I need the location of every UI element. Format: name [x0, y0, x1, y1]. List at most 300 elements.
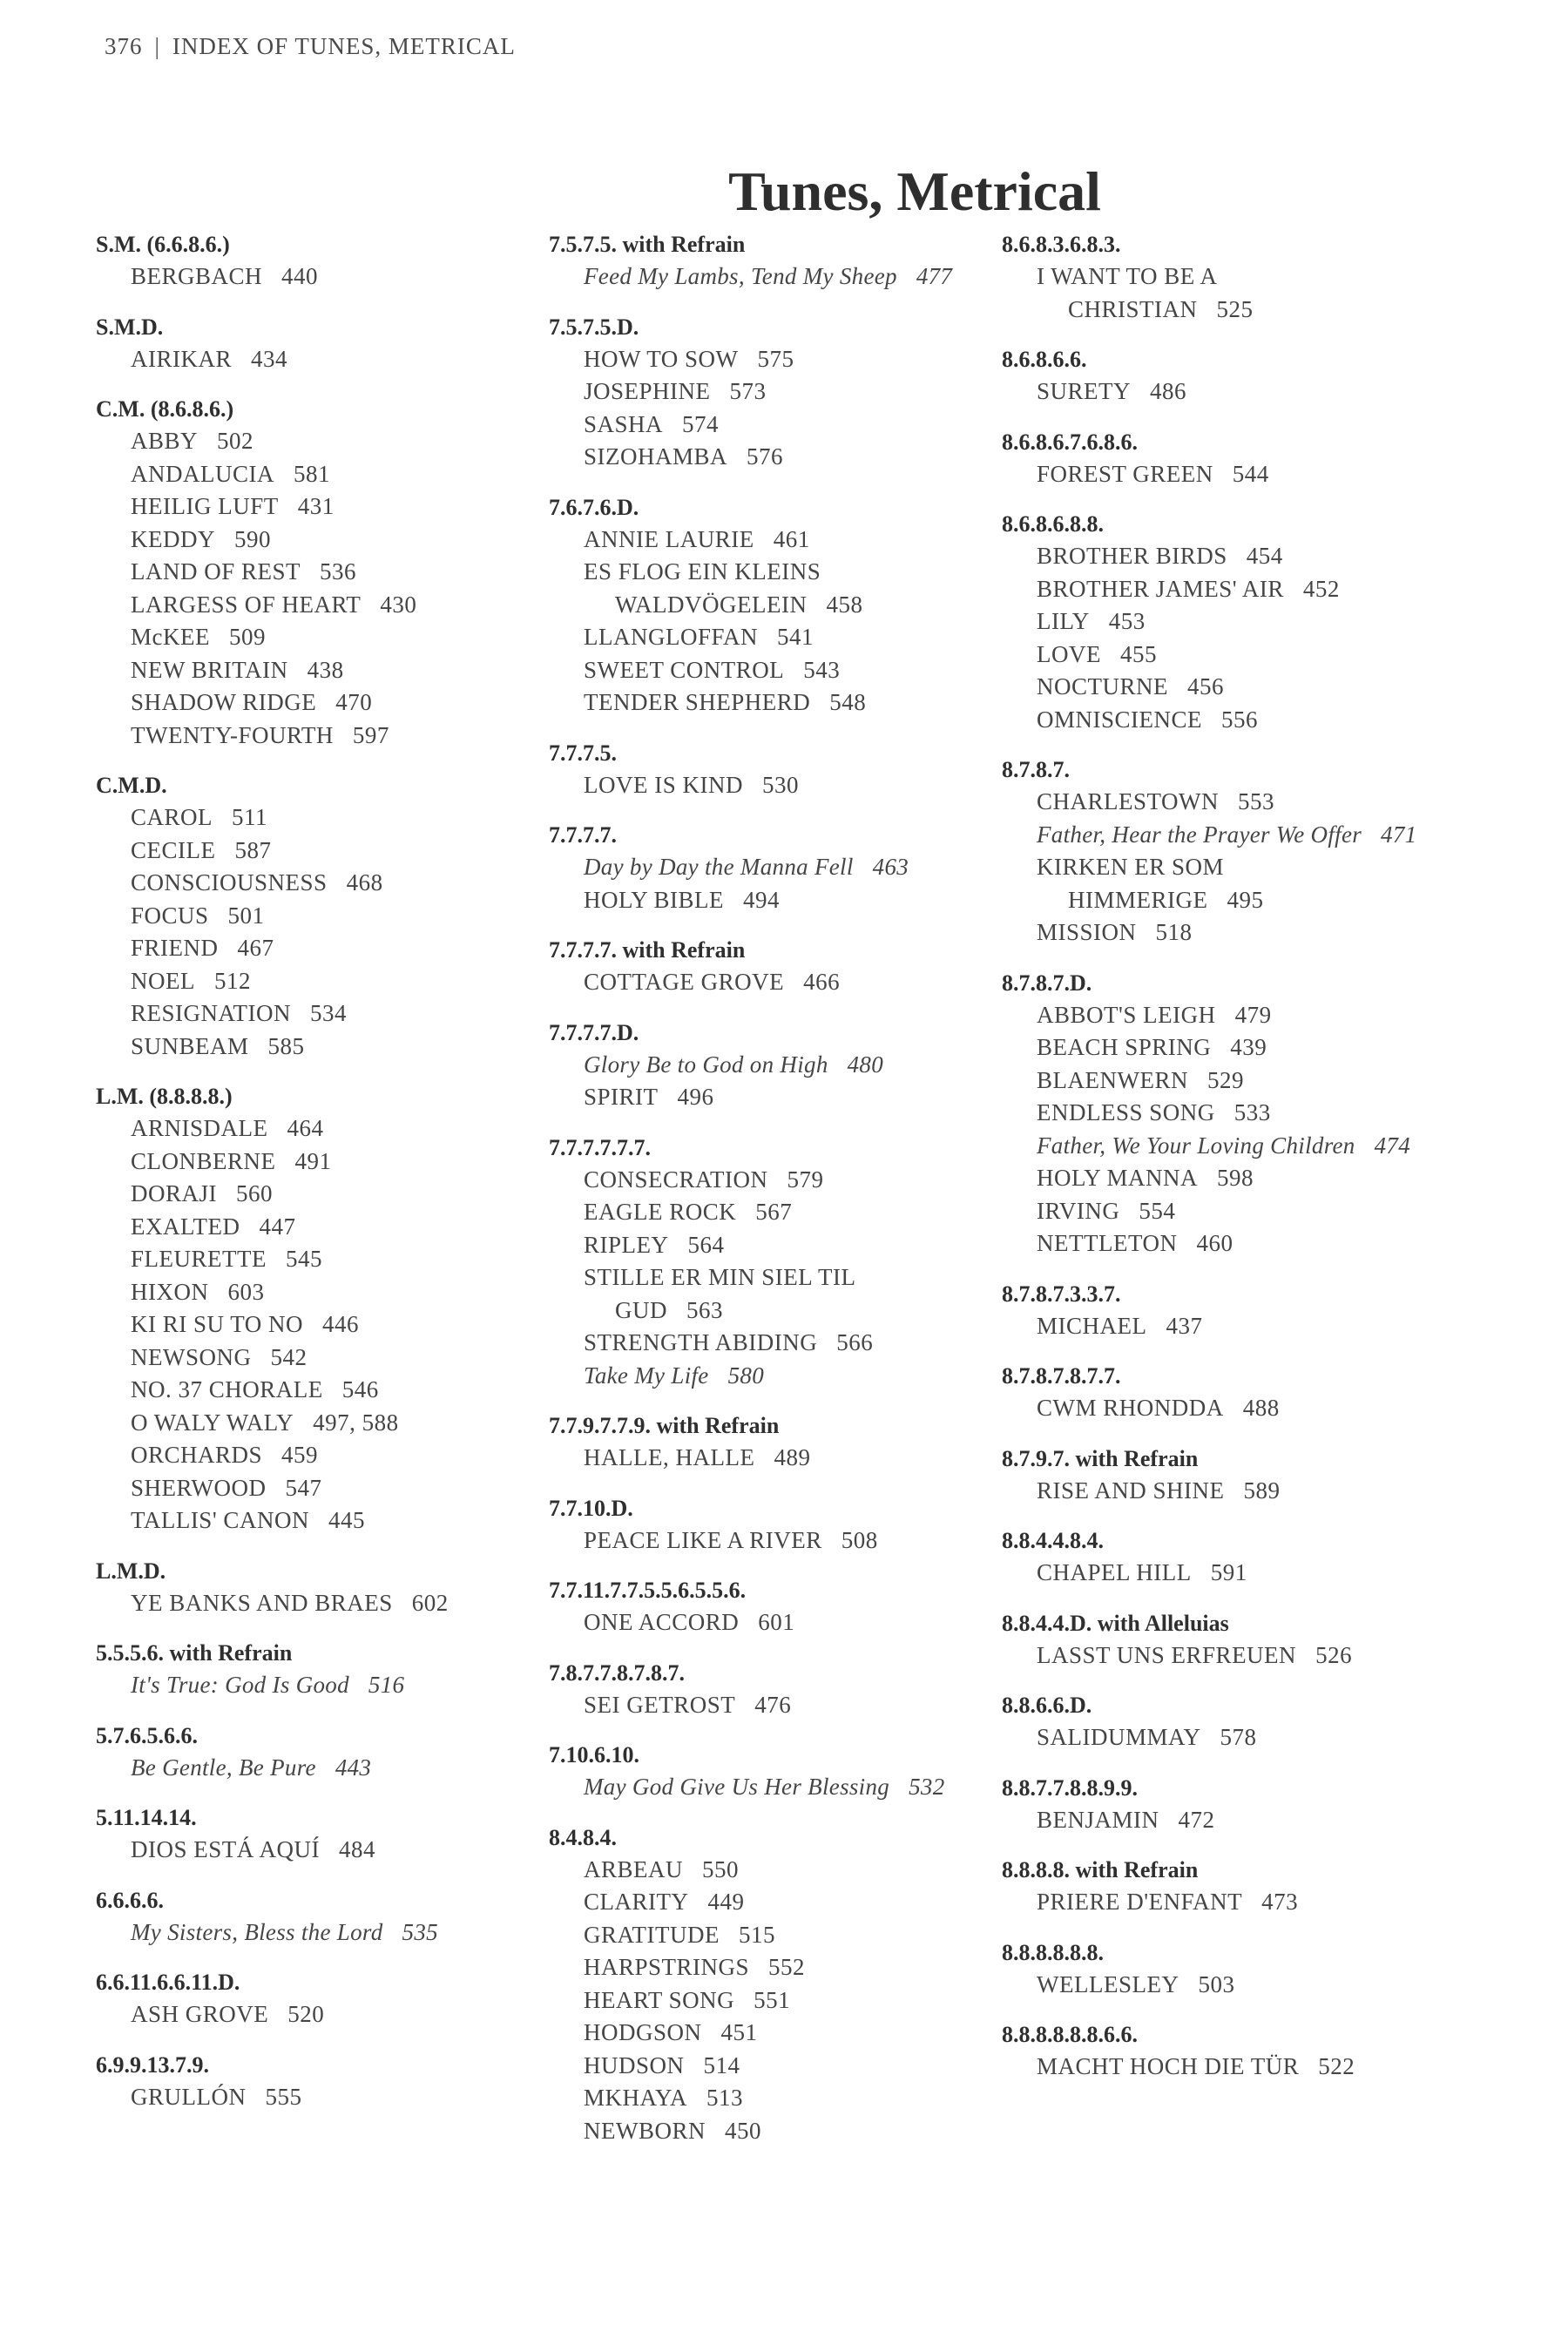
hymn-number: 486 [1150, 378, 1187, 404]
entry-name: WELLESLEY [1037, 1970, 1179, 1997]
meter-heading: 7.7.7.7.D. [549, 1019, 639, 1045]
entry-name: DORAJI [131, 1180, 218, 1206]
tune-entry [549, 1327, 1002, 1360]
meter-heading: L.M. (8.8.8.8.) [96, 1084, 233, 1109]
tune-entry [1002, 639, 1455, 672]
index-column-1 [96, 228, 549, 2131]
hymn-number: 454 [1246, 543, 1283, 569]
entry-name: SHADOW RIDGE [131, 689, 317, 715]
entry-name: ENDLESS SONG [1037, 1099, 1215, 1125]
hymn-number: 515 [738, 1921, 775, 1948]
entry-name: LAND OF REST [131, 558, 301, 585]
tune-entry [549, 409, 1002, 442]
hymn-number: 536 [320, 558, 357, 585]
text-title-entry [1002, 1130, 1455, 1163]
text-title-entry [549, 1360, 1002, 1393]
meter-heading: 8.8.8.8.8.8. [1002, 1939, 1104, 1965]
meter-group [1002, 967, 1455, 1260]
meter-group [1002, 1772, 1455, 1837]
tune-entry [96, 835, 549, 868]
entry-name: SALIDUMMAY [1037, 1724, 1201, 1750]
entry-name: KI RI SU TO NO [131, 1311, 304, 1337]
hymn-number: 544 [1232, 460, 1269, 487]
entry-name: NOEL [131, 967, 195, 994]
entry-name: Glory Be to God on High [584, 1051, 828, 1078]
entry-name: BEACH SPRING [1037, 1034, 1212, 1060]
entry-name: KEDDY [131, 525, 215, 552]
tune-entry [96, 1407, 549, 1440]
meter-group [549, 1017, 1002, 1114]
entry-name-continuation: HIMMERIGE [1068, 886, 1208, 913]
hymn-number: 530 [761, 771, 799, 798]
meter-group [96, 1720, 549, 1785]
tune-entry [96, 1834, 549, 1867]
entry-name: JOSEPHINE [584, 378, 711, 404]
tune-entry [96, 2081, 549, 2114]
tune-entry [549, 621, 1002, 654]
tune-entry [96, 1504, 549, 1538]
hymn-number: 535 [402, 1918, 438, 1945]
hymn-number: 526 [1315, 1641, 1353, 1668]
hymn-number: 430 [380, 591, 417, 618]
hymn-number: 477 [916, 263, 953, 289]
meter-group [1002, 343, 1455, 409]
hymn-number: 474 [1374, 1132, 1410, 1159]
entry-name: CWM RHONDDA [1037, 1395, 1224, 1421]
meter-heading: 7.5.7.5.D. [549, 314, 639, 340]
entry-name: CECILE [131, 836, 216, 863]
entry-name: RISE AND SHINE [1037, 1477, 1225, 1504]
tune-entry [549, 524, 1002, 557]
meter-group [96, 1801, 549, 1867]
tune-entry [96, 997, 549, 1031]
entry-name: RESIGNATION [131, 1000, 291, 1026]
hymn-number: 597 [352, 721, 389, 748]
tune-entry [96, 1998, 549, 2031]
hymn-number: 602 [411, 1589, 449, 1616]
hymn-number: 545 [285, 1246, 322, 1272]
entry-name: SWEET CONTROL [584, 656, 785, 683]
meter-heading: 5.5.5.6. with Refrain [96, 1640, 293, 1666]
entry-name: HOLY BIBLE [584, 886, 725, 913]
hymn-number: 518 [1155, 919, 1193, 945]
meter-group [549, 491, 1002, 720]
page-number: 376 [105, 33, 143, 59]
entry-name: It's True: God Is Good [131, 1672, 349, 1698]
entry-name: LLANGLOFFAN [584, 624, 758, 650]
meter-group [96, 1637, 549, 1702]
text-title-entry [549, 851, 1002, 884]
hymn-number: 455 [1119, 640, 1157, 667]
entry-name: NEW BRITAIN [131, 656, 288, 683]
meter-heading: 6.6.11.6.6.11.D. [96, 1970, 240, 1995]
tune-entry [549, 2050, 1002, 2083]
text-title-entry [549, 260, 1002, 294]
hymn-number: 431 [297, 493, 335, 519]
meter-heading: 7.7.7.7. [549, 822, 617, 848]
hymn-number: 437 [1166, 1312, 1203, 1339]
text-title-entry [1002, 819, 1455, 852]
entry-name: ANDALUCIA [131, 460, 274, 487]
meter-group [96, 228, 549, 294]
hymn-number: 489 [774, 1444, 811, 1470]
tune-entry [1002, 260, 1455, 326]
entry-name: My Sisters, Bless the Lord [131, 1918, 383, 1945]
entry-name: STRENGTH ABIDING [584, 1329, 818, 1355]
entry-name: CLARITY [584, 1889, 689, 1915]
hymn-number: 456 [1187, 673, 1224, 700]
meter-heading: 8.8.7.7.8.8.9.9. [1002, 1774, 1138, 1801]
tune-entry [549, 556, 1002, 621]
entry-name: HOW TO SOW [584, 345, 739, 372]
tune-entry [549, 1984, 1002, 2017]
tune-entry [96, 1587, 549, 1620]
meter-group [549, 311, 1002, 474]
entry-name: BERGBACH [131, 263, 263, 289]
meter-group [549, 934, 1002, 999]
meter-heading: 8.6.8.6.7.6.8.6. [1002, 429, 1138, 455]
entry-name: BROTHER BIRDS [1037, 543, 1227, 569]
meter-heading: 7.7.7.5. [549, 740, 617, 766]
entry-name: SEI GETROST [584, 1691, 736, 1718]
hymn-number: 563 [686, 1296, 723, 1323]
entry-name: PRIERE D'ENFANT [1037, 1889, 1243, 1915]
hymn-number: 541 [777, 624, 814, 650]
entry-name: ARNISDALE [131, 1115, 268, 1141]
meter-group [549, 1492, 1002, 1558]
meter-heading: 8.7.9.7. with Refrain [1002, 1445, 1199, 1471]
hymn-number: 598 [1217, 1165, 1254, 1191]
entry-name: PEACE LIKE A RIVER [584, 1526, 822, 1553]
entry-name: I WANT TO BE A [1037, 263, 1218, 289]
entry-name-continuation: CHRISTIAN [1068, 295, 1198, 322]
tune-entry [549, 654, 1002, 687]
hymn-number: 542 [270, 1343, 308, 1370]
tune-entry [549, 769, 1002, 802]
tune-entry [96, 458, 549, 491]
entry-name: LASST UNS ERFREUEN [1037, 1641, 1297, 1668]
tune-entry [96, 1112, 549, 1146]
hymn-number: 547 [285, 1474, 322, 1501]
entry-name: SIZOHAMBA [584, 443, 728, 470]
hymn-number: 552 [768, 1954, 806, 1980]
meter-group [1002, 1524, 1455, 1590]
entry-name: MISSION [1037, 919, 1137, 945]
entry-name: MKHAYA [584, 2085, 688, 2111]
tune-entry [549, 2017, 1002, 2050]
tune-entry [96, 720, 549, 753]
hymn-number: 525 [1216, 295, 1254, 322]
tune-entry [549, 375, 1002, 409]
hymn-number: 534 [310, 1000, 347, 1026]
tune-entry [96, 1439, 549, 1472]
entry-name: LILY [1037, 608, 1090, 634]
hymn-number: 551 [754, 1986, 791, 2013]
tune-entry [1002, 851, 1455, 916]
meter-group [549, 737, 1002, 802]
entry-name: BROTHER JAMES' AIR [1037, 575, 1284, 602]
entry-name: NETTLETON [1037, 1230, 1178, 1256]
hymn-number: 579 [787, 1166, 824, 1193]
hymn-number: 480 [847, 1051, 884, 1078]
entry-name: Be Gentle, Be Pure [131, 1754, 316, 1781]
entry-name: McKEE [131, 624, 210, 650]
entry-name: NEWSONG [131, 1343, 252, 1370]
text-title-entry [549, 1049, 1002, 1082]
tune-entry [96, 621, 549, 654]
meter-group [549, 1132, 1002, 1393]
hymn-number: 434 [251, 345, 287, 372]
meter-heading: 7.7.9.7.7.9. with Refrain [549, 1413, 780, 1438]
meter-heading: 8.8.8.8.8.8.6.6. [1002, 2022, 1138, 2047]
meter-heading: 5.7.6.5.6.6. [96, 1722, 198, 1748]
hymn-number: 449 [707, 1889, 745, 1915]
entry-name: ONE ACCORD [584, 1609, 740, 1635]
tune-entry [96, 1211, 549, 1244]
meter-heading: 8.7.8.7.3.3.7. [1002, 1281, 1121, 1307]
hymn-number: 497, 588 [313, 1409, 399, 1436]
hymn-number: 533 [1233, 1099, 1271, 1125]
hymn-number: 532 [909, 1774, 945, 1800]
running-head [105, 33, 516, 60]
meter-heading: 6.6.6.6. [96, 1887, 164, 1913]
meter-heading: 5.11.14.14. [96, 1805, 197, 1830]
tune-entry [96, 965, 549, 998]
meter-heading: 7.6.7.6.D. [549, 494, 639, 520]
entry-name: EXALTED [131, 1213, 240, 1240]
meter-heading: 8.6.8.6.6. [1002, 347, 1087, 372]
meter-group [549, 1409, 1002, 1475]
tune-entry [96, 1342, 549, 1375]
page-title: Tunes, Metrical [728, 159, 1101, 222]
entry-name: MACHT HOCH DIE TÜR [1037, 2053, 1300, 2079]
entry-name: ES FLOG EIN KLEINS [584, 558, 821, 585]
hymn-number: 516 [368, 1672, 405, 1698]
hymn-number: 509 [228, 624, 266, 650]
entry-name: FOCUS [131, 902, 209, 929]
entry-name: O WALY WALY [131, 1409, 294, 1436]
tune-entry [549, 1229, 1002, 1262]
hymn-number: 472 [1178, 1806, 1215, 1833]
hymn-number: 508 [841, 1526, 878, 1553]
tune-entry [96, 932, 549, 965]
meter-heading: 7.5.7.5. with Refrain [549, 232, 746, 257]
meter-group [549, 1657, 1002, 1722]
hymn-number: 556 [1221, 706, 1259, 733]
entry-name: HALLE, HALLE [584, 1444, 755, 1470]
entry-name: ORCHARDS [131, 1442, 263, 1468]
entry-name: May God Give Us Her Blessing [584, 1774, 890, 1800]
tune-entry [96, 425, 549, 458]
entry-name: HODGSON [584, 2019, 702, 2045]
index-column-2 [549, 228, 1002, 2165]
tune-entry [1002, 916, 1455, 950]
meter-heading: 8.8.4.4.D. with Alleluias [1002, 1610, 1229, 1636]
entry-name-continuation: WALDVÖGELEIN [615, 591, 808, 618]
text-title-entry [96, 1669, 549, 1702]
meter-group [1002, 1443, 1455, 1508]
tune-entry [1002, 1886, 1455, 1919]
tune-entry [1002, 1721, 1455, 1754]
entry-name: ARBEAU [584, 1855, 684, 1882]
hymn-number: 522 [1318, 2053, 1355, 2079]
hymn-number: 439 [1230, 1034, 1267, 1060]
entry-name: TALLIS' CANON [131, 1507, 309, 1533]
meter-heading: 7.7.7.7.7.7. [549, 1134, 651, 1160]
entry-name: NEWBORN [584, 2117, 706, 2144]
tune-entry [96, 556, 549, 589]
tune-entry [549, 1524, 1002, 1558]
meter-group [96, 393, 549, 752]
entry-name: EAGLE ROCK [584, 1199, 737, 1225]
hymn-number: 438 [307, 656, 344, 683]
tune-entry [96, 1308, 549, 1342]
entry-name: NO. 37 CHORALE [131, 1376, 323, 1402]
entry-name: TENDER SHEPHERD [584, 689, 811, 715]
entry-name: DIOS ESTÁ AQUÍ [131, 1836, 321, 1862]
meter-group [1002, 1360, 1455, 1425]
meter-group [549, 228, 1002, 294]
tune-entry [549, 1854, 1002, 1887]
meter-heading: 7.10.6.10. [549, 1742, 639, 1767]
entry-name: LOVE [1037, 640, 1101, 667]
entry-name: FRIEND [131, 935, 219, 961]
hymn-number: 576 [747, 443, 784, 470]
hymn-number: 585 [267, 1032, 305, 1059]
tune-entry [96, 343, 549, 376]
hymn-number: 467 [237, 935, 274, 961]
entry-name: SURETY [1037, 378, 1132, 404]
hymn-number: 440 [281, 263, 319, 289]
hymn-number: 496 [677, 1084, 714, 1110]
hymn-number: 514 [703, 2051, 740, 2078]
hymn-number: 587 [234, 836, 272, 863]
tune-entry [549, 1164, 1002, 1197]
tune-entry [1002, 1475, 1455, 1508]
hymn-number: 445 [328, 1507, 365, 1533]
entry-name: Take My Life [584, 1362, 709, 1389]
tune-entry [96, 260, 549, 294]
hymn-number: 460 [1196, 1230, 1233, 1256]
tune-entry [96, 1243, 549, 1276]
entry-name: SUNBEAM [131, 1032, 249, 1059]
entry-name-continued [1037, 884, 1455, 917]
meter-heading: 7.7.7.7. with Refrain [549, 937, 746, 963]
entry-name: FOREST GREEN [1037, 460, 1213, 487]
meter-group [96, 1555, 549, 1620]
hymn-number: 554 [1139, 1197, 1176, 1224]
entry-name: ABBY [131, 428, 199, 454]
hymn-number: 464 [287, 1115, 324, 1141]
meter-group [96, 769, 549, 1063]
entry-name: AIRIKAR [131, 345, 232, 372]
entry-name: BENJAMIN [1037, 1806, 1159, 1833]
hymn-number: 476 [754, 1691, 792, 1718]
tune-entry [1002, 1639, 1455, 1673]
hymn-number: 491 [294, 1147, 332, 1174]
hymn-number: 512 [213, 967, 251, 994]
tune-entry [96, 1146, 549, 1179]
tune-entry [96, 1374, 549, 1407]
hymn-number: 566 [836, 1329, 874, 1355]
entry-name: CONSECRATION [584, 1166, 768, 1193]
tune-entry [1002, 605, 1455, 639]
hymn-number: 574 [682, 410, 720, 437]
entry-name: CHAPEL HILL [1037, 1559, 1192, 1585]
tune-entry [1002, 1097, 1455, 1130]
hymn-number: 578 [1220, 1724, 1257, 1750]
meter-group [1002, 1854, 1455, 1919]
header-separator: | [154, 33, 160, 59]
tune-entry [96, 867, 549, 900]
tune-entry [1002, 1064, 1455, 1098]
entry-name: KIRKEN ER SOM [1037, 854, 1225, 880]
tune-entry [549, 686, 1002, 720]
text-title-entry [96, 1752, 549, 1785]
entry-name: Father, Hear the Prayer We Offer [1037, 821, 1362, 848]
hymn-number: 603 [227, 1278, 265, 1305]
entry-name: YE BANKS AND BRAES [131, 1589, 393, 1616]
entry-name: CAROL [131, 804, 213, 830]
tune-entry [549, 1919, 1002, 1952]
tune-entry [549, 1196, 1002, 1229]
tune-entry [1002, 458, 1455, 491]
entry-name-continued [584, 589, 1002, 622]
tune-entry [96, 490, 549, 524]
meter-group [549, 1574, 1002, 1639]
hymn-number: 479 [1234, 1001, 1272, 1028]
hymn-number: 560 [236, 1180, 274, 1206]
tune-entry [1002, 573, 1455, 606]
tune-entry [549, 884, 1002, 917]
tune-entry [96, 1276, 549, 1309]
meter-heading: L.M.D. [96, 1558, 166, 1584]
entry-name: HEILIG LUFT [131, 493, 279, 519]
entry-name-continuation: GUD [615, 1296, 667, 1323]
hymn-number: 546 [341, 1376, 379, 1402]
meter-group [96, 1080, 549, 1538]
hymn-number: 458 [826, 591, 863, 618]
tune-entry [1002, 1310, 1455, 1343]
tune-entry [96, 589, 549, 622]
tune-entry [1002, 671, 1455, 704]
tune-entry [549, 1689, 1002, 1722]
hymn-number: 581 [293, 460, 330, 487]
meter-group [549, 1739, 1002, 1804]
meter-group [1002, 426, 1455, 491]
hymn-number: 494 [743, 886, 781, 913]
tune-entry [1002, 375, 1455, 409]
tune-entry [549, 2082, 1002, 2115]
entry-name: ASH GROVE [131, 2001, 269, 2027]
tune-entry [1002, 1392, 1455, 1425]
entry-name: GRATITUDE [584, 1921, 720, 1948]
tune-entry [1002, 2051, 1455, 2084]
meter-heading: C.M. (8.6.8.6.) [96, 396, 234, 422]
index-column-3 [1002, 228, 1455, 2101]
tune-entry [549, 1886, 1002, 1919]
hymn-number: 555 [265, 2083, 302, 2110]
meter-heading: 7.8.7.7.8.7.8.7. [549, 1659, 685, 1686]
entry-name: CHARLESTOWN [1037, 788, 1220, 814]
meter-group [549, 1821, 1002, 2148]
meter-group [1002, 2018, 1455, 2084]
hymn-number: 575 [757, 345, 794, 372]
tune-entry [549, 966, 1002, 999]
meter-group [1002, 1607, 1455, 1673]
meter-group [96, 311, 549, 376]
hymn-number: 590 [234, 525, 271, 552]
